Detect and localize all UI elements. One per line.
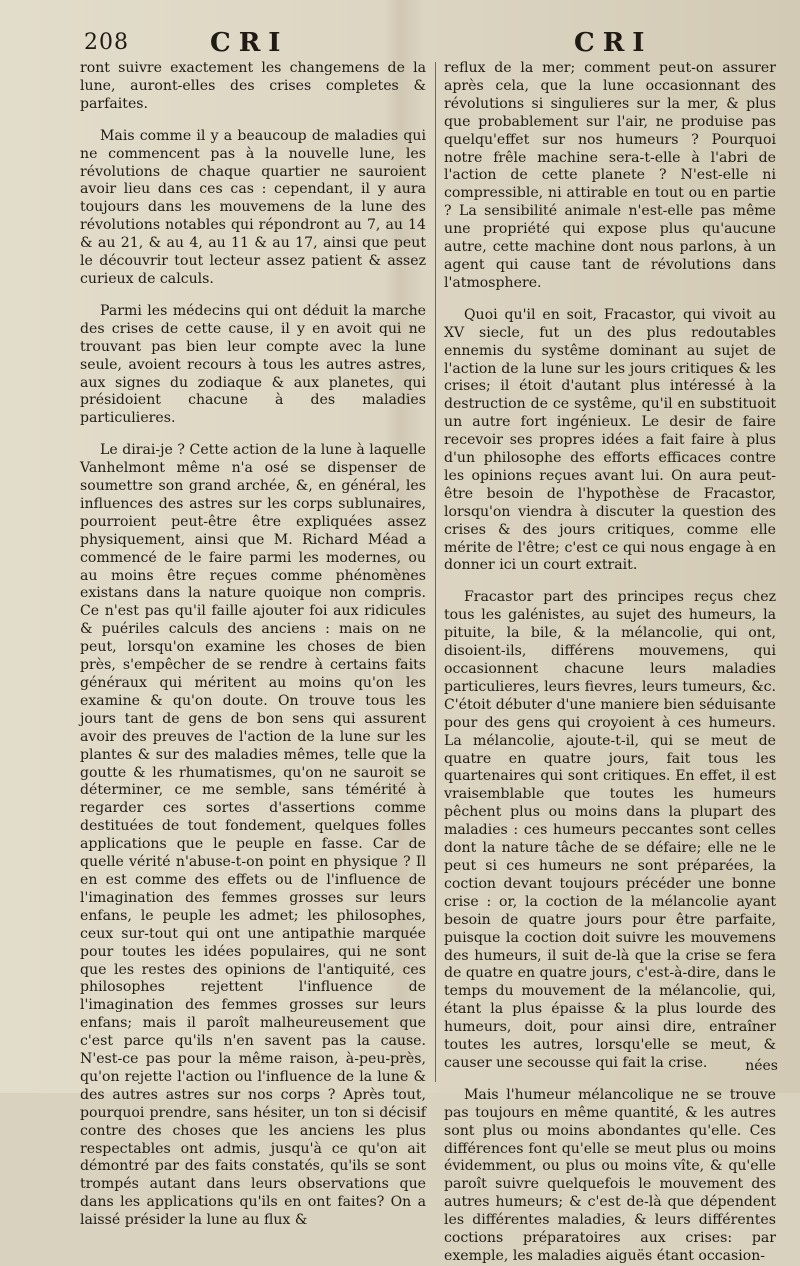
right-column bbox=[444, 60, 776, 1264]
paragraph: Fracastor part des principes reçus chez tous les galénistes, au sujet des humeurs, la pituite, la bile, & la mélancolie, qui ont, disoient-ils, différens mouvemens, qui occasionnent chacune leurs maladies particulieres, leurs fievres, leurs tumeurs, &c. C'étoit débuter d'une maniere bien séduisante pour des gens qui croyoient à ces humeurs. La mélancolie, ajoute-t-il, qui se meut de quatre en quatre jours, fait tous les quartenaires qui sont critiques. En effet, il est vraisemblable que toutes les humeurs pêchent plus ou moins dans la plupart des maladies : ces humeurs peccantes sont celles dont la nature tâche de se défaire; elle ne le peut si ces humeurs ne sont préparées, la coction devant toujours précéder une bonne crise : or, la coction de la mélancolie ayant besoin de quatre jours pour être parfaite, puisque la coction doit suivre les mouvemens des humeurs, il suit de-là que la crise se fera de quatre en quatre jours, c'est-à-dire, dans le temps du mouvement de la mélancolie, qui, étant la plus épaisse & la plus lourde des humeurs, doit, pour ainsi dire, entraîner toutes les autres, lorsqu'elle se meut, & causer une secousse qui fait la crise. bbox=[444, 589, 776, 1071]
paragraph: Parmi les médecins qui ont déduit la marche des crises de cette cause, il y en avoit qui ne trouvant pas bien leur compte avec la lune seule, avoient recours à tous les autres astres, aux signes du zodiaque & aux planetes, qui présidoient chacune à des maladies particulieres. bbox=[80, 302, 426, 427]
paragraph: Mais comme il y a beaucoup de maladies qui ne commencent pas à la nouvelle lune, les révolutions de chaque quartier ne sauroient avoir lieu dans ces cas : cependant, il y aura toujours dans les mouvemens de la lune des révolutions notables qui répondront au 7, au 14 & au 21, & au 4, au 11 & au 17, ainsi que peut le découvrir tout lecteur assez patient & assez curieux de calculs. bbox=[80, 127, 426, 287]
paragraph: Quoi qu'il en soit, Fracastor, qui vivoit au XV siecle, fut un des plus redoutables ennemis du systême dominant au sujet de l'action de la lune sur les jours critiques & les crises; il étoit d'autant plus intéressé à la destruction de ce systême, qu'il en substituoit un autre fort ingénieux. Le desir de faire recevoir ses propres idées a fait faire à plus d'un philosophe des efforts efficaces contre les opinions reçues avant lui. On aura peut-être besoin de l'hypothèse de Fracastor, lorsqu'on viendra à discuter la question des crises & des jours critiques, comme elle mérite de l'être; c'est ce qui nous engage à en donner ici un court extrait. bbox=[444, 306, 776, 574]
page-header bbox=[0, 28, 800, 62]
running-head-left: CRI bbox=[210, 28, 289, 58]
paragraph: ront suivre exactement les changemens de la lune, auront-elles des crises completes & parfaites. bbox=[80, 60, 426, 112]
left-column bbox=[80, 60, 426, 1229]
paragraph: Le dirai-je ? Cette action de la lune à laquelle Vanhelmont même n'a osé se dispenser de soumettre son grand archée, &, en général, les influences des astres sur les corps sublunaires, pourroient peut-être être expliquées assez physiquement, ainsi que M. Richard Méad a commencé de le faire parmi les modernes, ou au moins être reçues comme phénomènes existans dans la nature quoique non compris. Ce n'est pas qu'il faille ajouter foi aux ridicules & puériles calculs des anciens : mais on ne peut, lorsqu'on examine les choses de bien près, s'empêcher de se rendre à certains faits généraux qui méritent au moins qu'on les examine & qu'on doute. On trouve tous les jours tant de gens de bon sens qui assurent avoir des preuves de l'action de la lune sur les plantes & sur des maladies mêmes, telle que la goutte & les rhumatismes, qu'on ne sauroit se déterminer, ce me semble, sans témérité à regarder ces sortes d'assertions comme destituées de tout fondement, quelques folles applications que le peuple en fasse. Car de quelle vérité n'abuse-t-on point en physique ? Il en est comme des effets ou de l'influence de l'imagination des femmes grosses sur leurs enfans, le peuple les admet; les philosophes, ceux sur-tout qui ont une antipathie marquée pour toutes les idées populaires, qui ne sont que les restes des opinions de l'antiquité, ces philosophes rejettent l'influence de l'imagination des femmes grosses sur leurs enfans; mais il paroît malheureusement que c'est parce qu'ils n'en savent pas la cause. N'est-ce pas pour la même raison, à-peu-près, qu'on rejette l'action ou l'influence de la lune & des autres astres sur nos corps ? Après tout, pourquoi prendre, sans hésiter, un ton si décisif contre des choses que les anciens les plus respectables ont admis, jusqu'à ce qu'on ait démontré par des faits constatés, qu'ils se sont trompés autant dans leurs observations que dans les applications qu'ils en ont faites? On a laissé présider la lune au flux & bbox=[80, 442, 426, 1229]
paragraph: Mais l'humeur mélancolique ne se trouve pas toujours en même quantité, & les autres sont plus ou moins abondantes qu'elle. Ces différences font qu'elle se meut plus ou moins évidemment, ou plus ou moins vîte, & qu'elle paroît suivre quelquefois le mouvement des autres humeurs; & c'est de-là que dépendent les différentes maladies, & leurs différentes coctions préparatoires aux crises: par exemple, les maladies aiguës étant occasion- bbox=[444, 1086, 776, 1264]
catchword: nées bbox=[745, 1058, 778, 1074]
page-number: 208 bbox=[84, 30, 129, 55]
running-head-right: CRI bbox=[574, 28, 653, 58]
paragraph: reflux de la mer; comment peut-on assurer après cela, que la lune occasionnant des révolutions si singulieres sur la mer, & plus que probablement sur l'air, ne produise pas quelqu'effet sur nos humeurs ? Pourquoi notre frêle machine sera-t-elle à l'abri de l'action de cette planete ? N'est-elle ni compressible, ni attirable en tout ou en partie ? La sensibilité animale n'est-elle pas même une propriété qui expose plus qu'aucune autre, cette machine dont nous parlons, à un agent qui cause tant de révolutions dans l'atmosphere. bbox=[444, 60, 776, 291]
column-divider bbox=[435, 62, 436, 1082]
